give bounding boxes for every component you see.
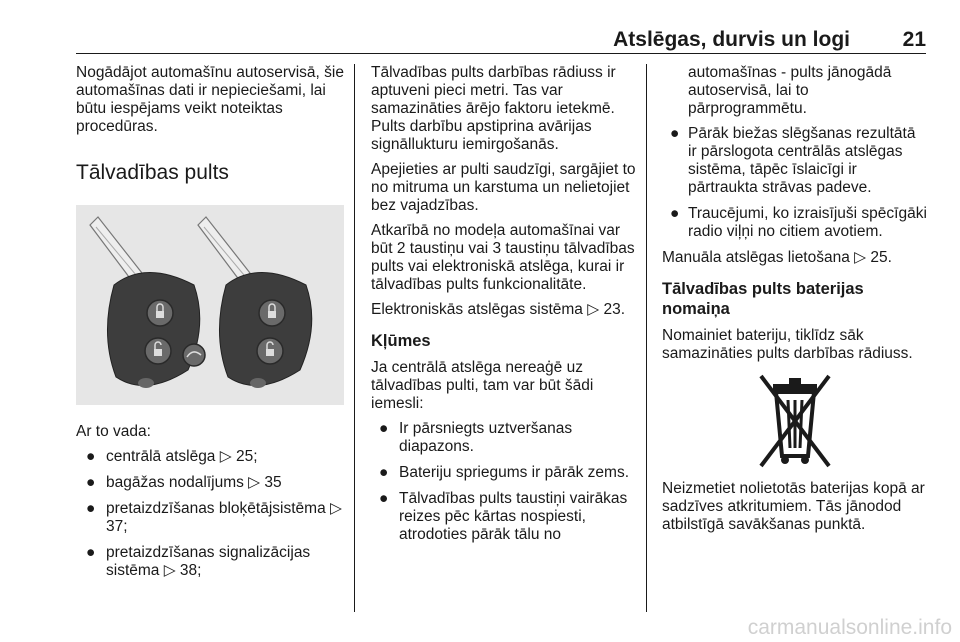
list-item: ● Ir pārsniegts uztveršanas diapazons.	[379, 420, 573, 455]
disposal-paragraph: Neizmetiet nolietotās baterijas kopā ar sadzīves atkritumiem. Tās jānodod atbilstīgā savākšanas punktā.	[662, 480, 925, 533]
section-heading-faults: Kļūmes	[371, 332, 431, 350]
list-item: ● Traucējumi, ko izraisījuši spēcīgāki radio viļņi no citiem avotiem.	[670, 205, 927, 240]
faults-list-continued	[662, 125, 928, 241]
list-item: ● Bateriju spriegums ir pārāk zems.	[379, 464, 629, 481]
column-2	[371, 64, 636, 552]
remote-keys-svg	[76, 205, 344, 405]
section-heading-battery: Tālvadības pults baterijas nomaiņa	[662, 280, 864, 318]
care-paragraph: Apejieties ar pulti saudzīgi, sargājiet to no mitruma un karstuma un nelietojiet bez vajadzības.	[371, 161, 636, 214]
column-divider-1	[354, 64, 355, 612]
list-item: ● bagāžas nodalījums ▷ 35	[86, 474, 282, 491]
continued-text: automašīnas - pults jānogādā autoservisā, lai to pārprogrammētu.	[688, 64, 892, 117]
list-item: ● pretaizdzīšanas signalizācijas sistēma ▷ 38;	[86, 544, 311, 579]
controls-lead: Ar to vada:	[76, 423, 151, 440]
remote-keys-illustration	[76, 205, 344, 405]
watermark: carmanualsonline.info	[747, 616, 952, 639]
list-item: ● pretaizdzīšanas bloķētājsistēma ▷ 37;	[86, 500, 342, 535]
crossed-bin-icon	[755, 370, 835, 470]
page-header	[76, 26, 926, 54]
weee-crossed-bin-illustration	[662, 370, 928, 470]
controls-list	[76, 448, 344, 580]
section-heading-remote: Tālvadības pults	[76, 161, 229, 184]
list-item: ● centrālā atslēga ▷ 25;	[86, 448, 258, 465]
list-item: ● Pārāk biežas slēgšanas rezultātā ir pārslogota centrālās atslēgas sistēma, tāpēc īslaicīgi ir pārtraukta strāvas padeve.	[670, 125, 916, 196]
range-paragraph: Tālvadības pults darbības rādiuss ir aptuveni pieci metri. Tas var samazināties ārējo faktoru ietekmē. Pults darbību apstiprina avārijas signāllukturu iemirgošanās.	[371, 64, 616, 153]
page-number: 21	[902, 28, 926, 51]
faults-list	[371, 420, 636, 544]
trunk-button-icon	[183, 344, 205, 366]
intro-paragraph: Nogādājot automašīnu autoservisā, šie automašīnas dati ir nepieciešami, lai būtu iespējams veikt noteiktas procedūras.	[76, 64, 344, 135]
manual-key-reference: Manuāla atslēgas lietošana ▷ 25.	[662, 249, 892, 266]
column-divider-2	[646, 64, 647, 612]
battery-paragraph: Nomainiet bateriju, tiklīdz sāk samazināties pults darbības rādiuss.	[662, 327, 913, 362]
faults-intro: Ja centrālā atslēga nereaģē uz tālvadības pulti, tam var būt šādi iemesli:	[371, 359, 594, 412]
column-3	[662, 64, 928, 541]
model-paragraph: Atkarībā no modeļa automašīnai var būt 2 taustiņu vai 3 taustiņu tālvadības pults vai elektroniskā atslēga, kurai ir tālvadības pults funkcionalitāte.	[371, 222, 635, 293]
electronic-key-reference: Elektroniskās atslēgas sistēma ▷ 23.	[371, 301, 626, 318]
header-rule	[76, 53, 926, 54]
chapter-title: Atslēgas, durvis un logi	[613, 28, 850, 51]
column-1	[76, 64, 344, 588]
list-item: ● Tālvadības pults taustiņi vairākas reizes pēc kārtas nospiesti, atrodoties pārāk tālu no	[379, 490, 628, 543]
